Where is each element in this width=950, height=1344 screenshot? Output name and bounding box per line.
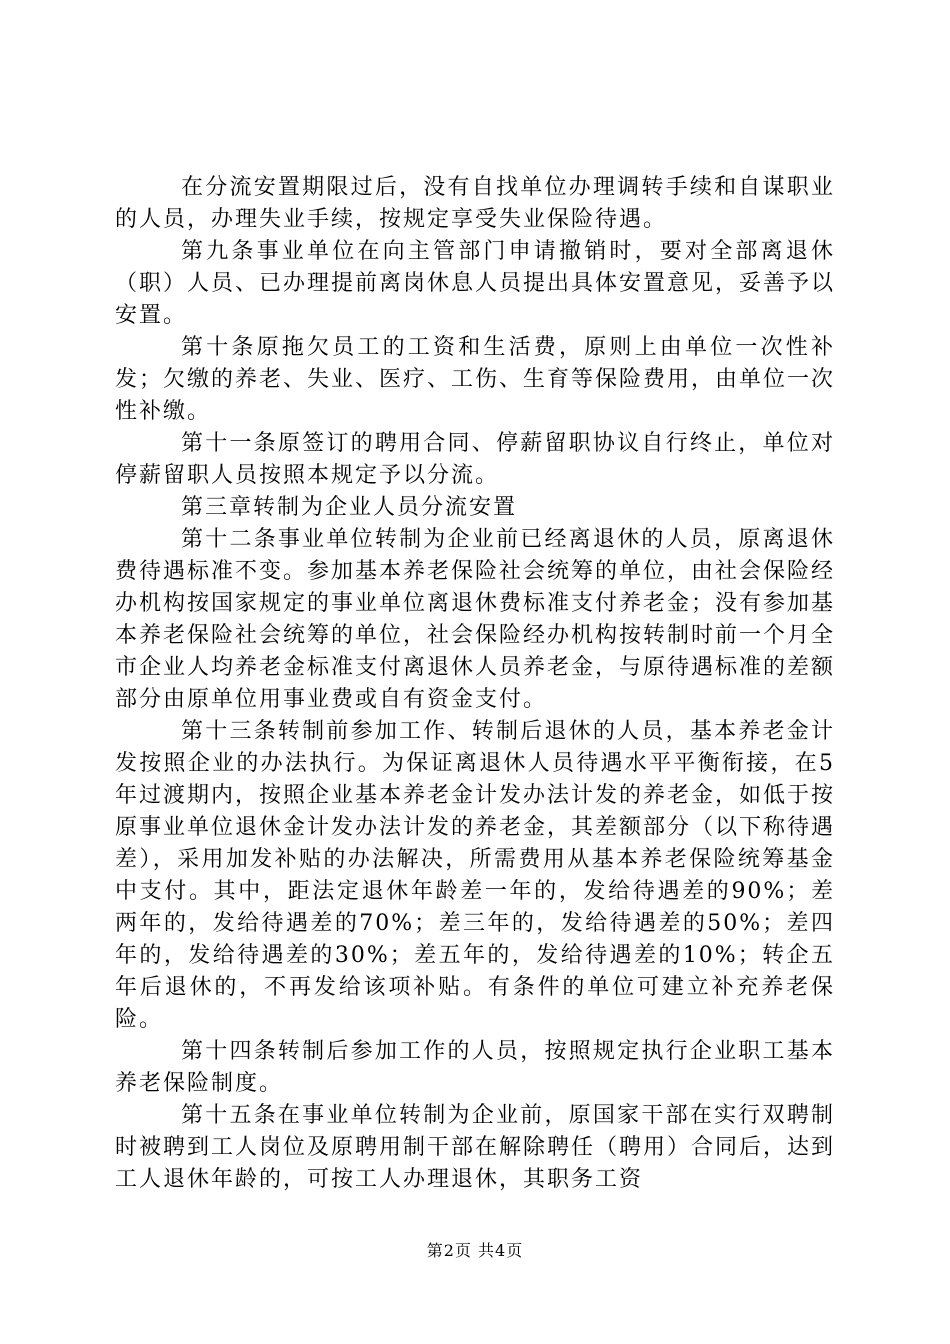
paragraph-article-13: 第十三条转制前参加工作、转制后退休的人员，基本养老金计发按照企业的办法执行。为保证离退休人员待遇水平平衡衔接，在5年过渡期内，按照企业基本养老金计发办法计发的养老金，如低于按原事业单位退休金计发办法计发的养老金，其差额部分（以下称待遇差），采用加发补贴的办法解决，所需费用从基本养老保险统筹基金中支付。其中，距法定退休年龄差一年的，发给待遇差的90%；差两年的，发给待遇差的70%；差三年的，发给待遇差的50%；差四年的，发给待遇差的30%；差五年的，发给待遇差的10%；转企五年后退休的，不再发给该项补贴。有条件的单位可建立补充养老保险。	[115, 719, 836, 1032]
paragraph-article-15: 第十五条在事业单位转制为企业前，原国家干部在实行双聘制时被聘到工人岗位及原聘用制干部在解除聘任（聘用）合同后，达到工人退休年龄的，可按工人办理退休，其职务工资	[115, 1103, 836, 1192]
paragraph-article-12: 第十二条事业单位转制为企业前已经离退休的人员，原离退休费待遇标准不变。参加基本养老保险社会统筹的单位，由社会保险经办机构按国家规定的事业单位离退休费标准支付养老金；没有参加基本养老保险社会统筹的单位，社会保险经办机构按转制时前一个月全市企业人均养老金标准支付离退休人员养老金，与原待遇标准的差额部分由原单位用事业费或自有资金支付。	[115, 527, 836, 712]
paragraph-article-10: 第十条原拖欠员工的工资和生活费，原则上由单位一次性补发；欠缴的养老、失业、医疗、工伤、生育等保险费用，由单位一次性补缴。	[115, 335, 836, 424]
paragraph-article-14: 第十四条转制后参加工作的人员，按照规定执行企业职工基本养老保险制度。	[115, 1039, 835, 1096]
chapter-heading: 第三章转制为企业人员分流安置	[181, 495, 518, 520]
paragraph-article-9: 第九条事业单位在向主管部门申请撤销时，要对全部离退休（职）人员、已办理提前离岗休息人员提出具体安置意见，妥善予以安置。	[115, 239, 836, 328]
paragraph-article-11: 第十一条原签订的聘用合同、停薪留职协议自行终止，单位对停薪留职人员按照本规定予以分流。	[115, 431, 835, 488]
page-number-footer: 第2页 共4页	[426, 1241, 524, 1260]
paragraph-unemployment: 在分流安置期限过后，没有自找单位办理调转手续和自谋职业的人员，办理失业手续，按规定享受失业保险待遇。	[115, 175, 835, 232]
document-body	[115, 172, 835, 1196]
